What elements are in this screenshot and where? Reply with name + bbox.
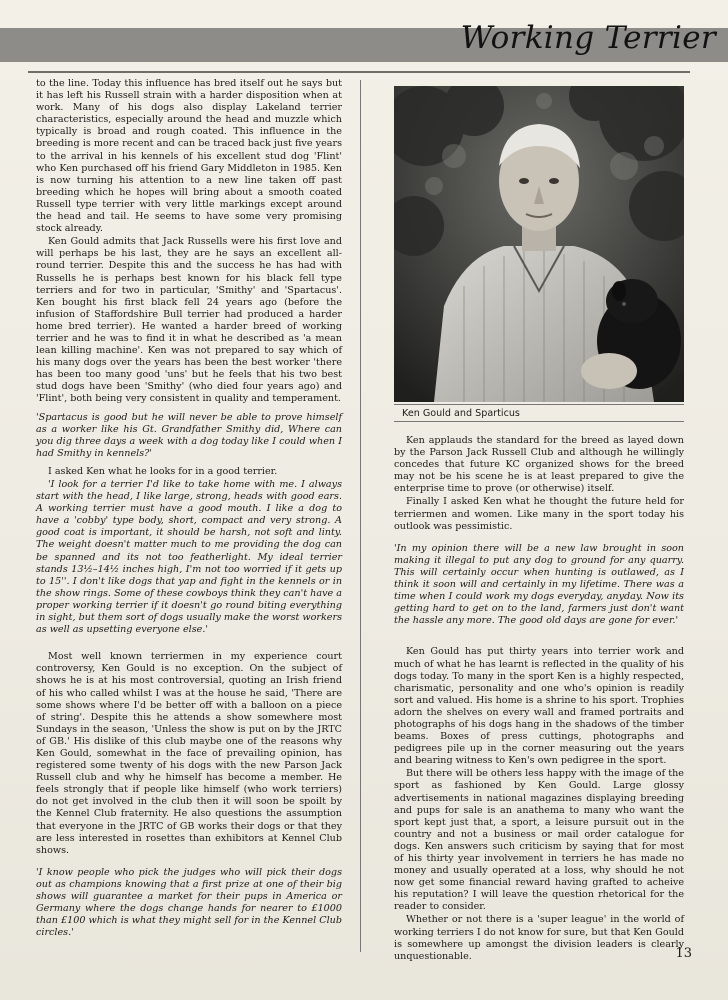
paragraph: Ken Gould admits that Jack Russells were his first love and will perhaps be his last, they are he says an excellent all-round terrier. Despite this and the success he has had with Russells he is perhaps best known for his black fell type terriers and for two in particular, 'Smithy' and 'Spartacus'. Ken bought his first black fell 24 years ago (before the infusion of Staffordshire Bull terrier had produced a harder home bred terrier). He wanted a harder breed of working terrier and he was to find it in what he described as 'a mean lean killing machine'. Ken was not prepared to say which of his many dogs over the years has been the best worker 'there has been too many good 'uns' but he feels that his two best stud dogs have been 'Smithy' (who died four years ago) and 'Flint', both being very consistent in quality and temperament. [36, 236, 342, 405]
paragraph: Ken Gould has put thirty years into terrier work and much of what he has learnt is reflected in the quality of his dogs today. To many in the sport Ken is a highly respected, charismatic, personality and one who's opinion is readily sort and valued. His home is a shrine to his sport. Trophies adorn the shelves on every wall and framed portraits and photographs of his dogs hang in the shadows of the timber beams. Boxes of press cuttings, photographs and pedigrees pile up in the corner measuring out the years and bearing witness to Ken's own pedigree in the sport. [394, 646, 684, 767]
pull-quote [36, 412, 342, 460]
quote-text: 'I know people who pick the judges who will pick their dogs out as champions knowing that a first prize at one of their big shows will guarantee a market for their pups in America or Germany where the dogs change hands for nearer to £1000 than £100 which is what they might sell for in the Kennel Club circles.' [36, 866, 342, 939]
pull-quote [36, 479, 342, 636]
photo-illustration [394, 86, 684, 402]
paragraph: But there will be others less happy with the image of the sport as fashioned by Ken Gould. Large glossy advertisements in national magazines displaying breeding and pups for sale is an anathema to many who want the sport kept just that, a sport, a leisure pursuit out in the country and not a business or mail order catalogue for dogs. Ken answers such criticism by saying that for most of his thirty year involvement in terriers he has made no money and usually operated at a loss, why should he not now get some financial reward having grafted to acheive his reputation? I will leave the question rhetorical for the reader to consider. [394, 768, 684, 913]
quote-text: 'In my opinion there will be a new law brought in soon making it illegal to put any dog to ground for any quarry. This will certainly occur when hunting is outlawed, as I think it soon will and certainly in my lifetime. There was a time when I could work my dogs everyday, anyday. Now its getting hard to get on to the land, farmers just don't want the hassle any more. The good old days are gone for ever.' [394, 542, 684, 627]
header-rule [28, 71, 690, 73]
quote-text: 'I look for a terrier I'd like to take home with me. I always start with the head, I like large, strong, heads with good ears. A working terrier must have a good mouth. I like a dog to have a 'cobby' type body, short, compact and very strong. A good coat is important, it should be harsh, not soft and linty. The weight doesn't matter much to me providing the dog can be spanned and its not too featherlight. My ideal terrier stands 13½–14½ inches high, I'm not too worried if it gets up to 15''. I don't like dogs that yap and fight in the kennels or in the show rings. Some of these cowboys think they can't have a proper working terrier if it doesn't go round biting everything in sight, but them sort of dogs usually make the worst workers as well as upsetting everyone else.' [36, 479, 342, 636]
pull-quote [36, 867, 342, 940]
column-divider [360, 80, 361, 952]
paragraph: Most well known terriermen in my experience court controversy, Ken Gould is no exception. On the subject of shows he is at his most controversial, quoting an Irish friend of his who called whilst I was at the house he said, 'There are some shows where I'd be better off with a balloon on a piece of string'. Despite this he attends a show somewhere most Sundays in the season, 'Unless the show is put on by the JRTC of GB.' His dislike of this club maybe one of the reasons why Ken Gould, somewhat in the face of prevailing opinion, has registered some twenty of his dogs with the new Parson Jack Russell club and why he himself has become a member. He feels strongly that if people like himself (who work terriers) do not get involved in the club then it will soon be spoilt by the Kennel Club fraternity. He also questions the assumption that everyone in the JRTC of GB works their dogs or that they are less interested in rosettes than exhibitors at Kennel Club shows. [36, 651, 342, 856]
section-title: Working Terrier [460, 20, 716, 56]
paragraph: Finally I asked Ken what he thought the future held for terriermen and women. Like many in the sport today his outlook was pessimistic. [394, 496, 684, 532]
spacer [394, 637, 684, 646]
pull-quote [394, 543, 684, 628]
paragraph: Whether or not there is a 'super league' in the world of working terriers I do not know for sure, but that Ken Gould is somewhere up amongst the division leaders is clearly unquestionable. [394, 914, 684, 962]
right-column [394, 435, 684, 964]
portrait-photo [394, 86, 684, 402]
quote-text: 'Spartacus is good but he will never be able to prove himself as a worker like his Gt. Grandfather Smithy did, Where can you dig three days a week with a dog today like I could when I had Smithy in kennels?' [36, 411, 342, 459]
paragraph: to the line. Today this influence has bred itself out he says but it has left his Russell strain with a harder disposition when at work. Many of his dogs also display Lakeland terrier characteristics, especially around the head and muzzle which typically is broad and rough coated. This influence in the breeding is more recent and can be traced back just five years to the arrival in his kennels of his excellent stud dog 'Flint' who Ken purchased off his friend Gary Middleton in 1985. Ken is now turning his attention to a new line taken off past breeding which he hopes will bring about a smooth coated Russell type terrier with very little markings except around the head and tail. He seems to have some very promising stock already. [36, 78, 342, 235]
paragraph: I asked Ken what he looks for in a good terrier. [48, 465, 278, 477]
page-number: 13 [675, 946, 692, 961]
photo-caption: Ken Gould and Sparticus [394, 404, 684, 422]
left-column [36, 78, 342, 945]
paragraph: Ken applauds the standard for the breed as layed down by the Parson Jack Russell Club and although he willingly concedes that future KC organized shows for the breed may not be his scene he is at least prepared to give the enterprise time to prove (or otherwise) itself. [394, 435, 684, 495]
spacer [36, 642, 342, 651]
